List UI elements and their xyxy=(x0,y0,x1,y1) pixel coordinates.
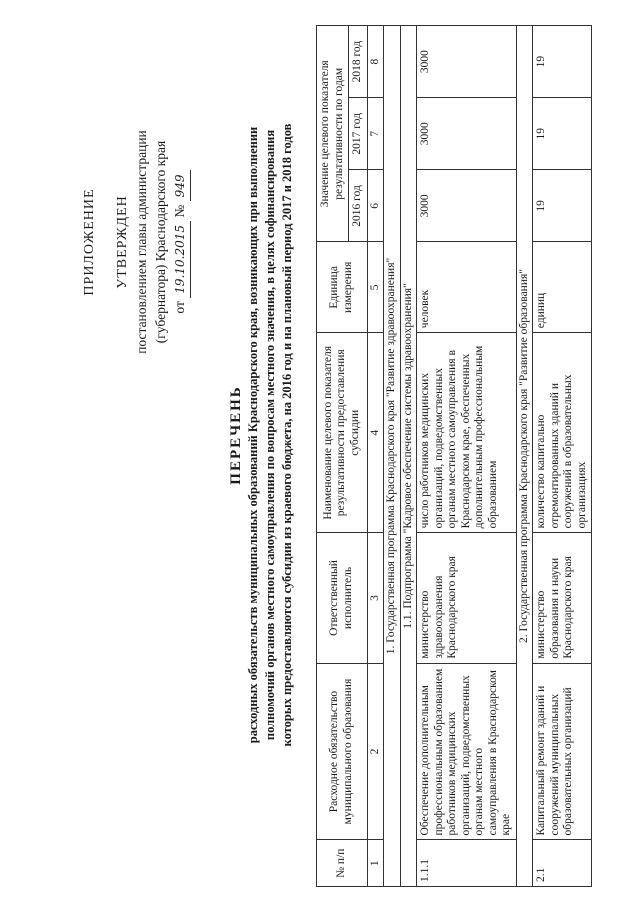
column-number: 5 xyxy=(367,242,384,333)
row-indicator: количество капитально отремонтированных зданий и сооружений в образовательных организациях xyxy=(533,333,592,533)
column-number: 3 xyxy=(367,533,384,663)
header-2018: 2018 год xyxy=(349,26,368,98)
column-number: 6 xyxy=(367,170,384,242)
section-1-title: 1. Государственная программа Краснодарского края "Развитие здравоохранения" xyxy=(384,26,401,887)
table-row xyxy=(417,26,517,887)
document-subtitle-2: полномочий органов местного самоуправления по вопросам местного значения, в целях софинансирования xyxy=(263,129,277,741)
section-row xyxy=(516,26,533,887)
obligations-table xyxy=(316,25,592,887)
column-number: 4 xyxy=(367,333,384,533)
header-executor: Ответственный исполнитель xyxy=(317,533,368,663)
row-value-2016: 19 xyxy=(533,170,592,242)
row-obligation: Капитальный ремонт зданий и сооружений муниципальных образовательных организаций xyxy=(533,663,592,840)
column-number: 8 xyxy=(367,26,384,98)
header-unit: Единица измерения xyxy=(317,242,368,333)
section-2-title: 2. Государственная программа Краснодарского края "Развитие образования" xyxy=(516,26,533,887)
header-obligation: Расходное обязательство муниципального образования xyxy=(317,663,368,840)
row-executor: министерство образования и науки Краснодарского края xyxy=(533,533,592,663)
header-2016: 2016 год xyxy=(349,170,368,242)
row-num: 2.1 xyxy=(533,840,592,887)
row-value-2018: 3000 xyxy=(417,26,517,98)
row-value-2018: 19 xyxy=(533,26,592,98)
header-num: № п/п xyxy=(317,840,368,887)
date-value: 19.10.2015 xyxy=(171,221,191,298)
approval-line-1: постановлением главы администрации xyxy=(134,130,149,354)
column-numbers-row xyxy=(367,26,384,887)
number-prefix: № xyxy=(172,204,187,218)
approval-date-line xyxy=(170,77,191,407)
date-prefix: от xyxy=(172,301,187,314)
number-value: 949 xyxy=(171,170,191,201)
document-title: ПЕРЕЧЕНЬ xyxy=(228,385,244,485)
header-values: Значение целевого показателя результативности по годам xyxy=(317,26,349,242)
row-num: 1.1.1 xyxy=(417,840,517,887)
row-unit: человек xyxy=(417,242,517,333)
column-number: 7 xyxy=(367,98,384,170)
appendix-label: ПРИЛОЖЕНИЕ xyxy=(82,188,97,296)
row-value-2017: 19 xyxy=(533,98,592,170)
table-row xyxy=(533,26,592,887)
approval-line-2: (губернатора) Краснодарского края xyxy=(153,140,168,344)
approval-block xyxy=(80,77,191,407)
section-row xyxy=(384,26,401,887)
subsection-row xyxy=(400,26,417,887)
row-value-2016: 3000 xyxy=(417,170,517,242)
header-indicator: Наименование целевого показателя результативности предоставления субсидии xyxy=(317,333,368,533)
document-heading xyxy=(228,35,296,835)
row-executor: министерство здравоохранения Краснодарского края xyxy=(417,533,517,663)
row-indicator: число работников медицинских организаций, подведомственных органам местного самоуправления в Краснодарском крае, обеспеченных дополнительным профессиональным образованием xyxy=(417,333,517,533)
document-subtitle-3: которых предоставляются субсидии из краевого бюджета, на 2016 год и на плановый период 2017 и 2018 годов xyxy=(280,123,294,747)
document-subtitle-1: расходных обязательств муниципальных образований Краснодарского края, возникающих при выполнении xyxy=(246,126,260,744)
row-unit: единиц xyxy=(533,242,592,333)
header-2017: 2017 год xyxy=(349,98,368,170)
column-number: 1 xyxy=(367,840,384,887)
row-value-2017: 3000 xyxy=(417,98,517,170)
row-obligation: Обеспечение дополнительным профессиональным образованием работников медицинских организаций, подведомственных органам местного самоуправления в Краснодарском крае xyxy=(417,663,517,840)
approved-label: УТВЕРЖДЕН xyxy=(115,195,130,289)
table-header-row xyxy=(317,26,349,887)
column-number: 2 xyxy=(367,663,384,840)
subsection-1-1-title: 1.1. Подпрограмма "Кадровое обеспечение системы здравоохранения" xyxy=(400,26,417,887)
